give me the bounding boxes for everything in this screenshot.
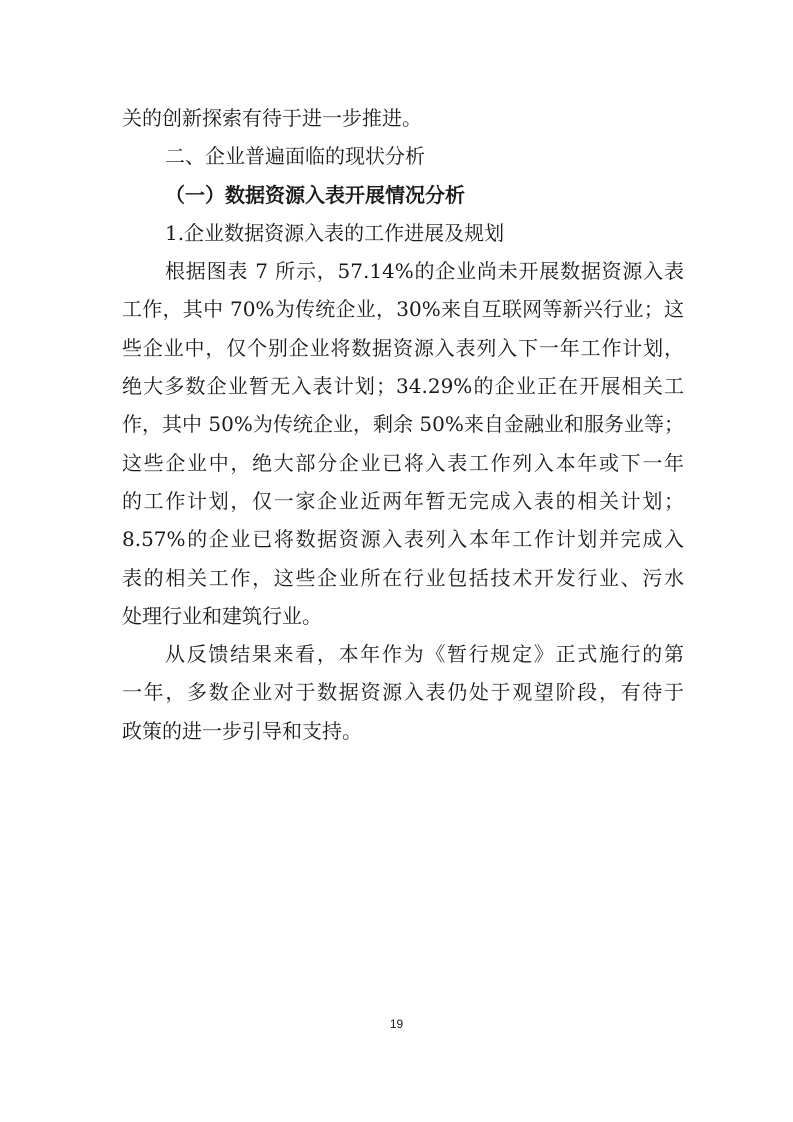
subsection-heading: （一）数据资源入表开展情况分析 bbox=[165, 182, 465, 207]
paragraph-line: 作，其中 50%为传统企业，剩余 50%来自金融业和服务业等； bbox=[122, 412, 684, 437]
paragraph-line: 根据图表 7 所示，57.14%的企业尚未开展数据资源入表 bbox=[165, 259, 684, 284]
subsubsection-heading: 1.企业数据资源入表的工作进展及规划 bbox=[165, 220, 505, 245]
paragraph-line: 一年，多数企业对于数据资源入表仍处于观望阶段，有待于 bbox=[122, 680, 684, 705]
paragraph-line: 工作，其中 70%为传统企业，30%来自互联网等新兴行业；这 bbox=[122, 297, 684, 322]
continuation-line: 关的创新探索有待于进一步推进。 bbox=[122, 106, 422, 130]
paragraph-1 bbox=[122, 252, 684, 635]
paragraph-line: 8.57%的企业已将数据资源入表列入本年工作计划并完成入 bbox=[122, 527, 684, 552]
page-number: 19 bbox=[389, 1017, 404, 1031]
body-text bbox=[122, 99, 684, 750]
paragraph-line: 些企业中，仅个别企业将数据资源入表列入下一年工作计划， bbox=[122, 335, 684, 360]
paragraph-line: 政策的进一步引导和支持。 bbox=[122, 718, 362, 743]
section-heading: 二、企业普遍面临的现状分析 bbox=[165, 144, 425, 169]
paragraph-line: 的工作计划，仅一家企业近两年暂无完成入表的相关计划； bbox=[122, 488, 684, 513]
paragraph-line: 表的相关工作，这些企业所在行业包括技术开发行业、污水 bbox=[122, 565, 684, 590]
paragraph-line: 处理行业和建筑行业。 bbox=[122, 603, 322, 628]
paragraph-line: 绝大多数企业暂无入表计划；34.29%的企业正在开展相关工 bbox=[122, 374, 684, 399]
paragraph-2 bbox=[122, 635, 684, 750]
paragraph-line: 从反馈结果来看，本年作为《暂行规定》正式施行的第 bbox=[165, 642, 684, 667]
paragraph-line: 这些企业中，绝大部分企业已将入表工作列入本年或下一年 bbox=[122, 450, 684, 475]
